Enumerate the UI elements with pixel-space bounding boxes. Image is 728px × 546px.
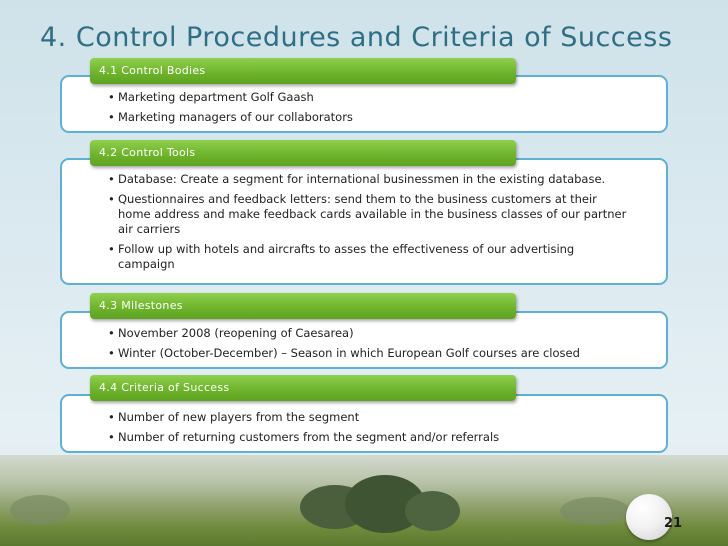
golf-course-background [0, 455, 728, 546]
section-control-bodies [60, 58, 668, 133]
section-header: 4.1 Control Bodies [90, 58, 516, 84]
section-list [60, 410, 668, 450]
item-text: Marketing managers of our collaborators [118, 110, 353, 124]
bullet-icon: • [108, 242, 115, 256]
list-item [60, 110, 668, 125]
list-item [60, 242, 668, 272]
item-text: Database: Create a segment for international businessmen in the existing database. [118, 172, 606, 186]
section-list [60, 90, 668, 130]
tree-icon [560, 497, 630, 525]
list-item [60, 172, 668, 187]
list-item [60, 410, 668, 425]
section-header: 4.3 Milestones [90, 293, 516, 319]
item-text: November 2008 (reopening of Caesarea) [118, 326, 354, 340]
item-text: Questionnaires and feedback letters: send them to the business customers at their home address and make feedback cards available in the business classes of our partner air carriers [118, 192, 627, 236]
bullet-icon: • [108, 172, 115, 186]
list-item [60, 326, 668, 341]
section-list [60, 172, 668, 277]
page-number: 21 [664, 516, 683, 531]
section-list [60, 326, 668, 366]
list-item [60, 90, 668, 105]
item-text: Follow up with hotels and aircrafts to asses the effectiveness of our advertising campaign [118, 242, 575, 271]
list-item [60, 430, 668, 445]
item-text: Winter (October-December) – Season in which European Golf courses are closed [118, 346, 580, 360]
bullet-icon: • [108, 326, 115, 340]
bullet-icon: • [108, 110, 115, 124]
item-text: Marketing department Golf Gaash [118, 90, 314, 104]
bullet-icon: • [108, 346, 115, 360]
tree-icon [10, 495, 70, 525]
list-item [60, 346, 668, 361]
bullet-icon: • [108, 90, 115, 104]
section-control-tools [60, 140, 668, 285]
bullet-icon: • [108, 410, 115, 424]
list-item [60, 192, 668, 237]
section-header: 4.2 Control Tools [90, 140, 516, 166]
bullet-icon: • [108, 192, 115, 206]
bullet-icon: • [108, 430, 115, 444]
tree-icon [405, 491, 460, 531]
section-criteria-of-success [60, 375, 668, 453]
item-text: Number of new players from the segment [118, 410, 360, 424]
section-milestones [60, 293, 668, 369]
item-text: Number of returning customers from the segment and/or referrals [118, 430, 500, 444]
section-header: 4.4 Criteria of Success [90, 375, 516, 401]
slide-title: 4. Control Procedures and Criteria of Success [40, 22, 673, 53]
